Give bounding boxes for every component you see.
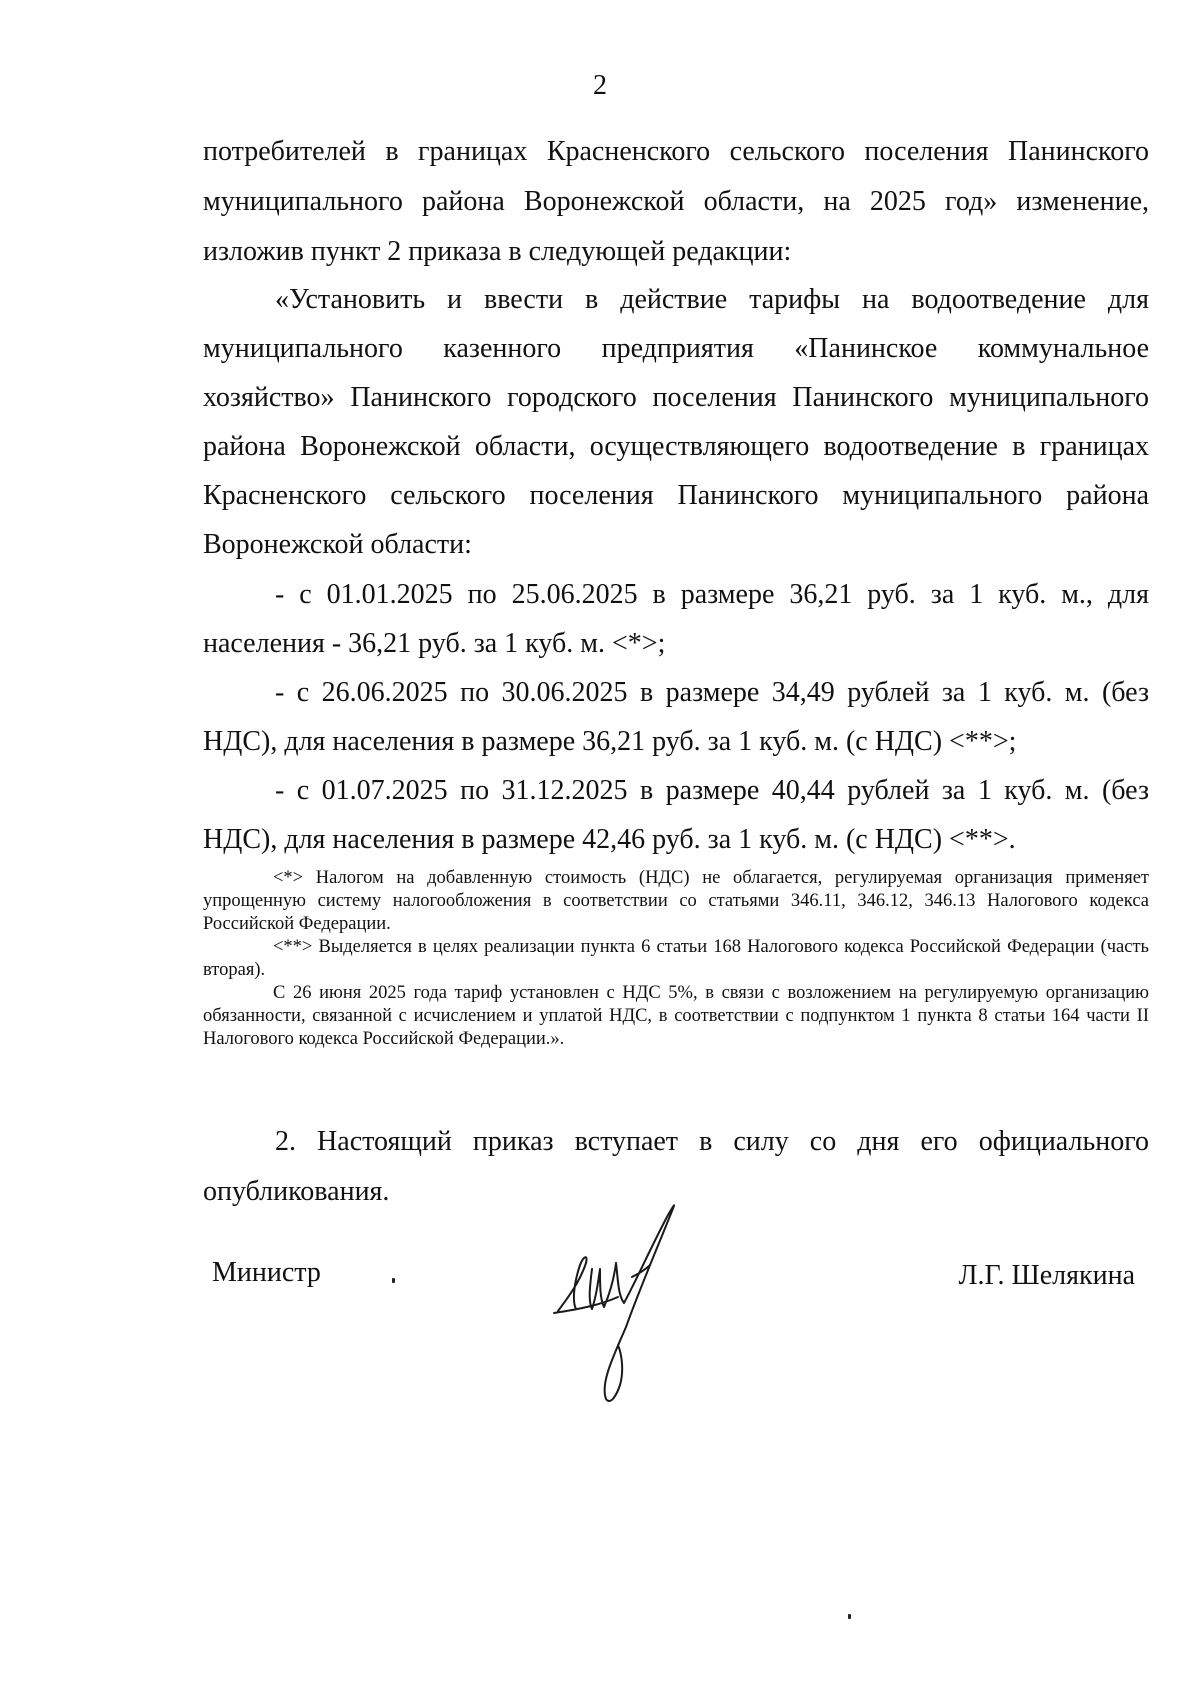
- intro-paragraph: [203, 127, 1149, 277]
- tariff-period-item: - с 26.06.2025 по 30.06.2025 в размере 34,49 рублей за 1 куб. м. (без НДС), для населения в размере 36,21 руб. за 1 куб. м. (с НДС) <**>;: [203, 677, 1149, 757]
- signatory-role: Министр: [212, 1257, 321, 1288]
- footnote-vat-note: С 26 июня 2025 года тариф установлен с НДС 5%, в связи с возложением на регулируемую организацию обязанности, связанной с исчислением и уплатой НДС, в соответствии с подпунктом 1 пункта 8 статьи 164 части II Налогового кодекса Российской Федерации.».: [203, 983, 1149, 1049]
- scan-speck: [848, 1614, 851, 1619]
- page-number: 2: [593, 70, 607, 101]
- signatory-name: Л.Г. Шелякина: [958, 1260, 1135, 1291]
- footnote-double-asterisk: <**> Выделяется в целях реализации пункта 6 статьи 168 Налогового кодекса Российской Федерации (часть вторая).: [203, 937, 1149, 980]
- intro-paragraph-text: потребителей в границах Красненского сельского поселения Панинского муниципального района Воронежской области, на 2025 год» изменение, изложив пункт 2 приказа в следующей редакции:: [203, 136, 1149, 267]
- footnote-single-asterisk: <*> Налогом на добавленную стоимость (НДС) не облагается, регулируемая организация применяет упрощенную систему налогообложения в соответствии со статьями 346.11, 346.12, 346.13 Налогового кодекса Российской Федерации.: [203, 868, 1149, 934]
- clause-2-text: 2. Настоящий приказ вступает в силу со дня его официального опубликования.: [203, 1126, 1149, 1207]
- tariff-period-item: - с 01.01.2025 по 25.06.2025 в размере 36,21 руб. за 1 куб. м., для населения - 36,21 руб. за 1 куб. м. <*>;: [203, 579, 1149, 659]
- scan-speck: [392, 1278, 395, 1283]
- footnotes: [203, 867, 1149, 1051]
- tariff-period-item: - с 01.07.2025 по 31.12.2025 в размере 40,44 рублей за 1 куб. м. (без НДС), для населения в размере 42,46 руб. за 1 куб. м. (с НДС) <**>.: [203, 775, 1149, 855]
- order-paragraph-text: «Установить и ввести в действие тарифы на водоотведение для муниципального казенного предприятия «Панинское коммунальное хозяйство» Панинского городского поселения Панинского муниципального района Воронежской области, осуществляющего водоотведение в границах Красненского сельского поселения Панинского муниципального района Воронежской области:: [203, 284, 1149, 560]
- handwritten-signature: [540, 1185, 720, 1405]
- order-paragraph: [203, 275, 1149, 569]
- tariff-periods-list: [203, 570, 1149, 864]
